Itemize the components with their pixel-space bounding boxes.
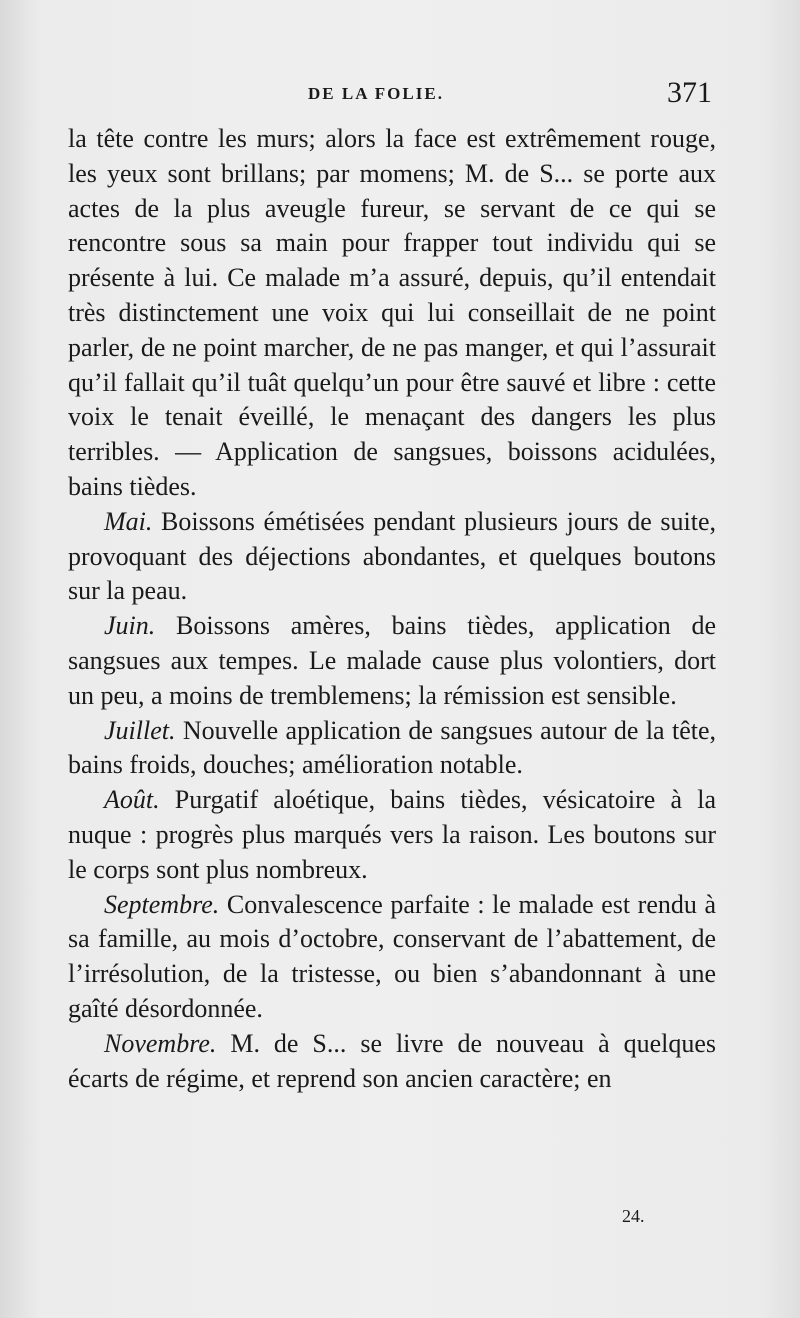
- paragraph-text: Boissons émétisées pendant plusieurs jours de suite, provoquant des déjections abondantes, et quelques boutons sur la peau.: [68, 506, 716, 606]
- paragraph: [68, 609, 716, 713]
- paragraph: [68, 505, 716, 609]
- signature-mark: 24.: [622, 1206, 645, 1226]
- paragraph-lead: Juin.: [104, 611, 156, 641]
- paragraph-lead: Novembre.: [104, 1028, 217, 1058]
- paragraph: [68, 888, 716, 1027]
- paragraph-lead: Septembre.: [104, 889, 220, 919]
- paragraph-lead: Juillet.: [104, 715, 176, 745]
- paragraph-lead: Mai.: [104, 506, 153, 536]
- paragraph-text: M. de S... se livre de nouveau à quelques écarts de régime, et reprend son ancien caractère; en: [68, 1028, 716, 1093]
- paragraph-text: Convalescence parfaite : le malade est rendu à sa famille, au mois d’octobre, conservant de l’abattement, de l’irrésolution, de la tristesse, ou bien s’abandonnant à une gaîté désordonnée.: [68, 889, 716, 1023]
- page-number: 371: [667, 76, 712, 109]
- body-text: [68, 122, 716, 1096]
- paragraph-lead: Août.: [104, 785, 160, 815]
- paragraph-text: Purgatif aloétique, bains tièdes, vésicatoire à la nuque : progrès plus marqués vers la raison. Les boutons sur le corps sont plus nombreux.: [68, 785, 716, 884]
- paragraph: [68, 1027, 716, 1097]
- paragraph-text: Nouvelle application de sangsues autour de la tête, bains froids, douches; amélioration notable.: [68, 715, 716, 780]
- paragraph-text: Boissons amères, bains tièdes, application de sangsues aux tempes. Le malade cause plus volontiers, dort un peu, a moins de tremblemens; la rémission est sensible.: [68, 611, 716, 710]
- paragraph-text: la tête contre les murs; alors la face est extrêmement rouge, les yeux sont brillans; par momens; M. de S... se porte aux actes de la plus aveugle fureur, se servant de ce qui se rencontre sous sa main pour frapper tout individu qui se présente à lui. Ce malade m’a assuré, depuis, qu’il entendait très distinctement une voix qui lui conseillait de ne point parler, de ne point marcher, de ne pas manger, et qui l’assurait qu’il fallait qu’il tuât quelqu’un pour être sauvé et libre : cette voix le tenait éveillé, le menaçant des dangers les plus terribles. — Application de sangsues, boissons acidulées, bains tièdes.: [68, 124, 716, 501]
- paragraph: [68, 714, 716, 784]
- paragraph: [68, 122, 716, 505]
- running-title: DE LA FOLIE.: [308, 84, 444, 103]
- paragraph: [68, 783, 716, 887]
- page-header: [68, 76, 716, 120]
